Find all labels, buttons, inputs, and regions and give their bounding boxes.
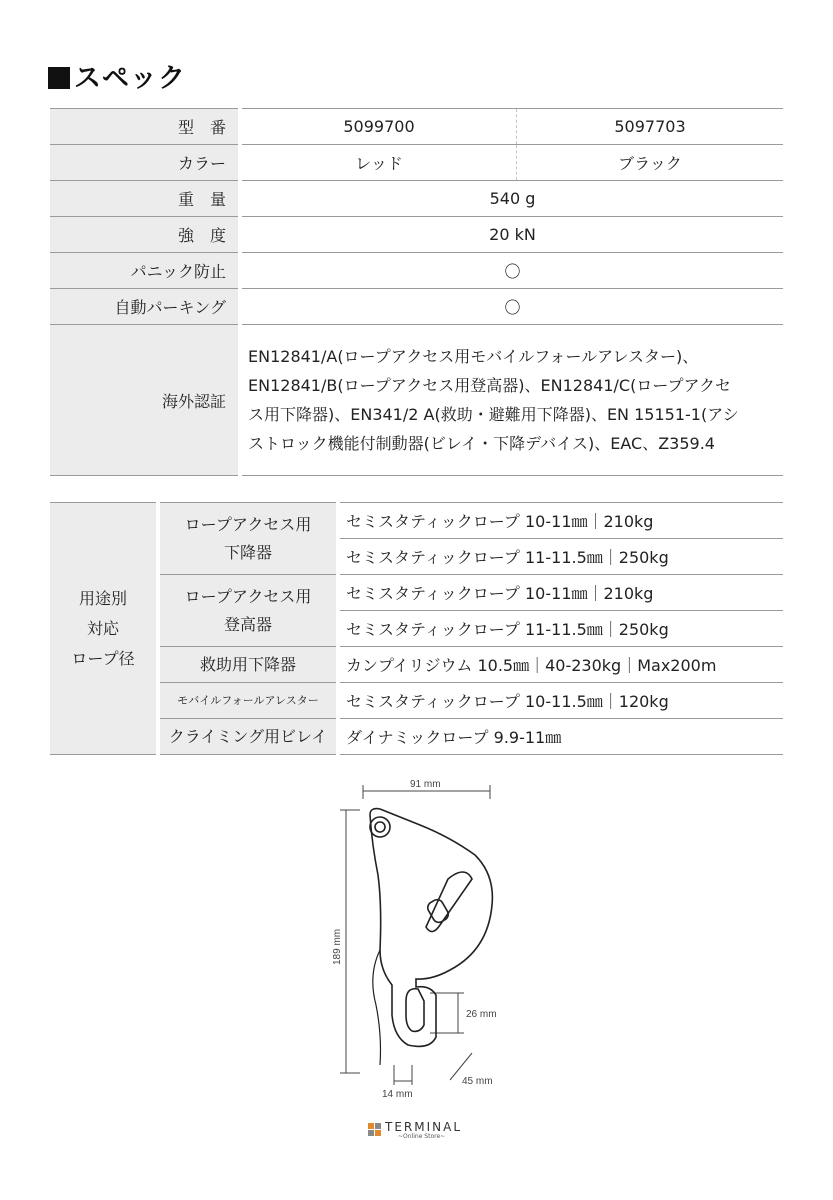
rope-value: セミスタティックロープ 11-11.5㎜｜250kg — [338, 539, 783, 575]
rope-value: セミスタティックロープ 11-11.5㎜｜250kg — [338, 611, 783, 647]
dim-height: 189 mm — [332, 928, 343, 965]
table-row — [50, 647, 783, 683]
model-value-black: 5097703 — [517, 109, 784, 145]
device-dimension-diagram — [320, 775, 520, 1105]
rope-value: セミスタティックロープ 10-11㎜｜210kg — [338, 503, 783, 539]
color-value-black: ブラック — [517, 145, 784, 181]
table-row — [50, 289, 783, 325]
table-row — [50, 683, 783, 719]
dim-slot-height: 26 mm — [466, 1009, 497, 1020]
logo-mark-icon — [368, 1123, 382, 1137]
cert-line: ス用下降器)、EN341/2 A(救助・避難用下降器)、EN 15151-1(アシ — [248, 405, 739, 424]
spec-table — [50, 108, 783, 476]
rope-value: セミスタティックロープ 10-11㎜｜210kg — [338, 575, 783, 611]
table-row — [50, 325, 783, 476]
use-rope-access-ascender: ロープアクセス用 登高器 — [158, 575, 338, 647]
cert-value — [240, 325, 783, 476]
square-bullet-icon — [48, 67, 70, 89]
table-row — [50, 719, 783, 755]
dim-depth: 45 mm — [462, 1076, 493, 1087]
table-row — [50, 217, 783, 253]
weight-label: 重 量 — [50, 181, 240, 217]
table-row — [50, 181, 783, 217]
panic-label: パニック防止 — [50, 253, 240, 289]
rope-value: セミスタティックロープ 10-11.5㎜｜120kg — [338, 683, 783, 719]
cert-line: ストロック機能付制動器(ビレイ・下降デバイス)、EAC、Z359.4 — [248, 434, 715, 453]
use-mobile-fall-arrester: モバイルフォールアレスター — [158, 683, 338, 719]
table-row — [50, 503, 783, 539]
page-title: スペック — [48, 56, 186, 95]
store-logo — [368, 1120, 468, 1144]
rope-table — [50, 502, 783, 755]
use-rope-access-descender: ロープアクセス用 下降器 — [158, 503, 338, 575]
cert-line: EN12841/B(ロープアクセス用登高器)、EN12841/C(ロープアクセ — [248, 376, 732, 395]
weight-value: 540 g — [240, 181, 783, 217]
autopark-label: 自動パーキング — [50, 289, 240, 325]
strength-label: 強 度 — [50, 217, 240, 253]
autopark-value: 〇 — [240, 289, 783, 325]
table-row — [50, 253, 783, 289]
table-row — [50, 109, 783, 145]
cert-label: 海外認証 — [50, 325, 240, 476]
model-value-red: 5099700 — [240, 109, 517, 145]
dim-width: 91 mm — [410, 779, 441, 790]
dim-slot-width: 14 mm — [382, 1089, 413, 1100]
use-climbing-belay: クライミング用ビレイ — [158, 719, 338, 755]
table-row — [50, 575, 783, 611]
panic-value: 〇 — [240, 253, 783, 289]
logo-name: TERMINAL — [385, 1120, 463, 1134]
color-label: カラー — [50, 145, 240, 181]
rope-group-label: 用途別 対応 ロープ径 — [50, 503, 158, 755]
cert-line: EN12841/A(ロープアクセス用モバイルフォールアレスター)、 — [248, 347, 699, 366]
strength-value: 20 kN — [240, 217, 783, 253]
table-row — [50, 145, 783, 181]
model-label: 型 番 — [50, 109, 240, 145]
logo-sub: ~Online Store~ — [398, 1133, 446, 1140]
rope-value: カンプイリジウム 10.5㎜｜40-230kg｜Max200m — [338, 647, 783, 683]
use-rescue-descender: 救助用下降器 — [158, 647, 338, 683]
rope-value: ダイナミックロープ 9.9-11㎜ — [338, 719, 783, 755]
color-value-red: レッド — [240, 145, 517, 181]
